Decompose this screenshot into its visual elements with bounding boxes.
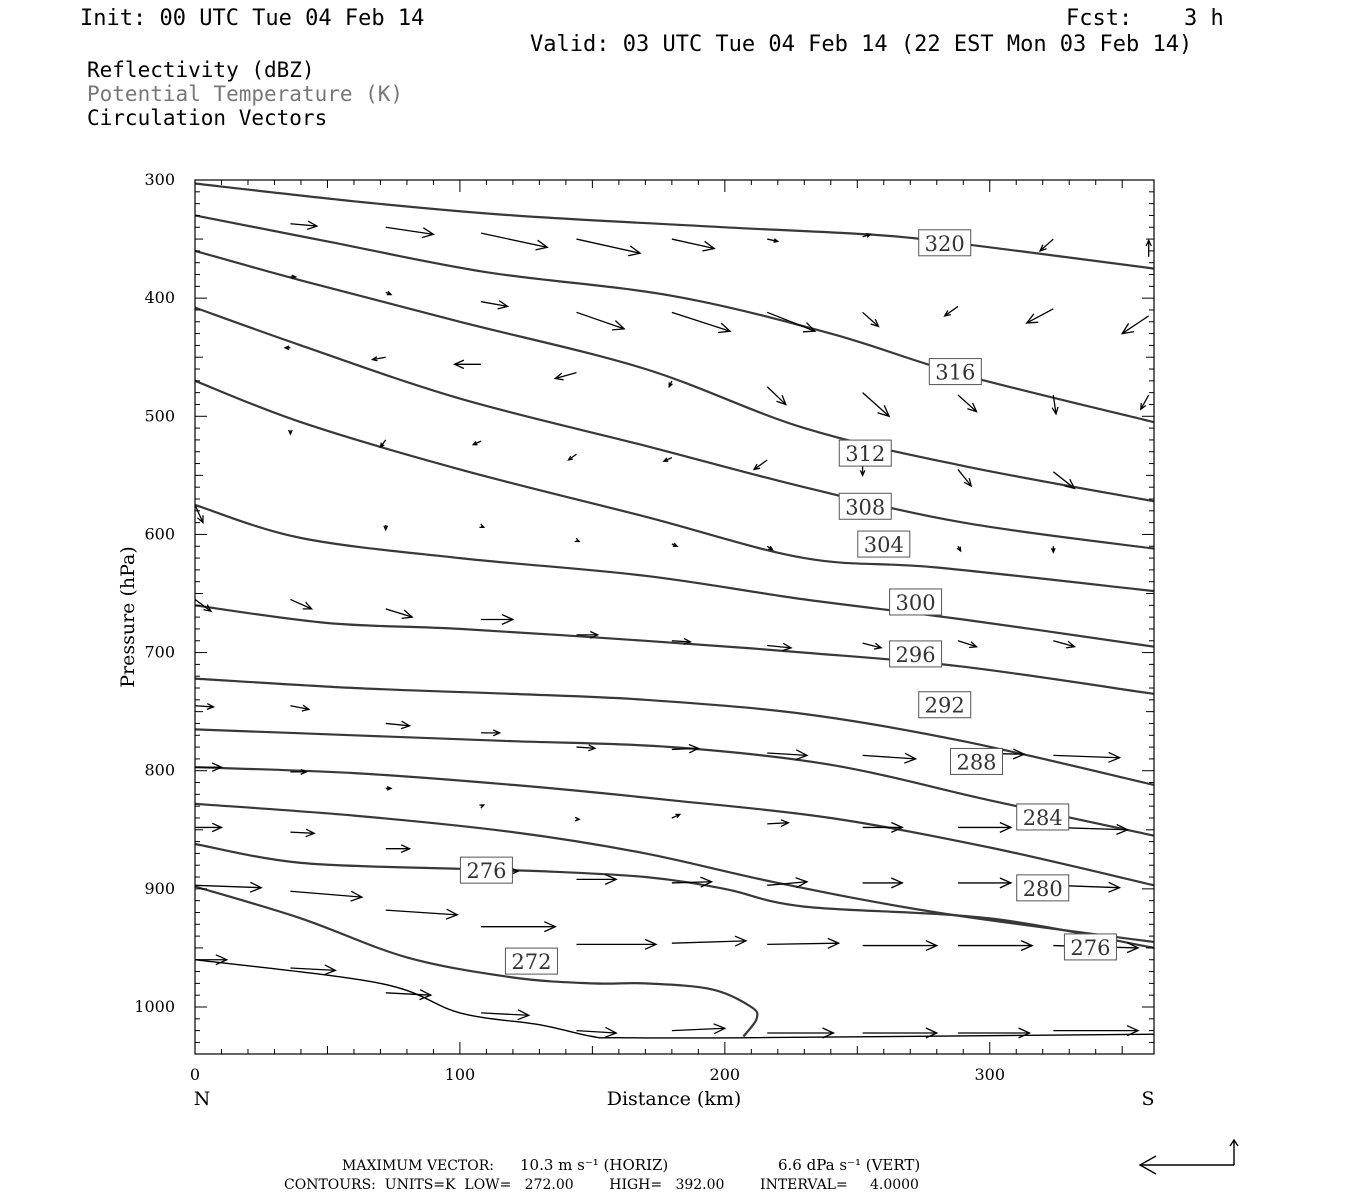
circulation-vector (479, 805, 483, 808)
circulation-vector (576, 239, 640, 256)
circulation-vector (958, 878, 1011, 888)
contour-label-308 (839, 493, 891, 519)
circulation-vector (555, 373, 576, 380)
circulation-vector (664, 458, 672, 462)
x-tick-label: 100 (444, 1065, 476, 1084)
circulation-vector (481, 233, 547, 250)
contour-label-text: 308 (845, 495, 886, 520)
circulation-vector (863, 312, 879, 326)
theta-contour-292 (195, 679, 1154, 785)
contour-label-304 (858, 531, 910, 557)
contour-label-text: 312 (845, 442, 886, 467)
contour-label-text: 280 (1022, 876, 1063, 901)
circulation-vector (863, 941, 937, 951)
circulation-vector (290, 829, 314, 837)
circulation-vector (576, 939, 656, 949)
theta-contour-288 (195, 729, 1154, 835)
circulation-vector (958, 469, 971, 486)
low-level-contour (195, 960, 1154, 1038)
contour-label-text: 276 (466, 859, 507, 884)
theta-contour-308 (195, 308, 1154, 549)
circulation-vector (1040, 239, 1053, 251)
circulation-vector (1053, 752, 1119, 762)
circulation-vector (958, 823, 1011, 833)
y-tick-label: 800 (144, 760, 175, 780)
field-reflectivity: Reflectivity (dBZ) (87, 58, 315, 82)
y-tick-label: 600 (144, 524, 175, 544)
circulation-vector (863, 643, 882, 649)
contour-label-text: 292 (924, 693, 965, 718)
circulation-vector (767, 239, 778, 243)
circulation-vector (481, 615, 513, 625)
circulation-vector (754, 460, 767, 469)
circulation-vector (289, 430, 293, 434)
circulation-vector (285, 346, 290, 350)
circulation-vector (1027, 309, 1054, 323)
contour-label-312 (839, 440, 891, 466)
contour-label-text: 276 (1070, 935, 1111, 960)
contour-label-272 (505, 948, 557, 974)
circulation-vector (767, 938, 839, 948)
circulation-vector (372, 357, 385, 361)
circulation-vector (195, 763, 222, 771)
circulation-vector (386, 909, 458, 919)
circulation-vector (576, 312, 624, 330)
contour-labels (460, 230, 1116, 974)
circulation-vector (386, 845, 410, 853)
circulation-vector (569, 454, 577, 460)
circulation-vector (576, 875, 616, 885)
circulation-vector (384, 525, 388, 530)
max-vector-horiz: 10.3 m s⁻¹ (HORIZ) (520, 1156, 669, 1174)
contour-label-280 (1017, 875, 1069, 901)
circulation-vector (1146, 240, 1151, 257)
circulation-vector (672, 543, 677, 546)
contour-label-text: 284 (1022, 805, 1063, 830)
circulation-vector (386, 787, 391, 791)
circulation-vector (386, 721, 410, 729)
circulation-vector (945, 306, 958, 315)
circulation-vector (473, 441, 481, 445)
contour-label-text: 288 (956, 750, 997, 775)
theta-contour-316 (195, 215, 1154, 422)
x-end-label-north: N (193, 1088, 211, 1110)
x-tick-label: 0 (189, 1065, 201, 1084)
circulation-vector (386, 609, 412, 619)
circulation-vector (455, 360, 482, 368)
circulation-vector (290, 705, 309, 711)
circulation-vector (672, 312, 730, 332)
circulation-vector (195, 823, 222, 831)
circulation-vector (576, 1027, 616, 1037)
circulation-vector (672, 814, 680, 818)
circulation-vector (290, 599, 311, 608)
y-tick-label: 300 (144, 170, 175, 189)
circulation-vector (1053, 641, 1074, 648)
circulation-vector (1141, 395, 1149, 409)
circulation-vectors (195, 221, 1151, 1038)
theta-contour-304 (195, 381, 1154, 591)
max-vector-label: MAXIMUM VECTOR: (342, 1158, 494, 1174)
circulation-vector (380, 440, 385, 447)
contour-label-300 (890, 589, 942, 615)
circulation-vector (957, 546, 961, 551)
circulation-vector (481, 922, 555, 932)
circulation-vector (958, 395, 977, 412)
circulation-vector (386, 227, 434, 237)
theta-contour-312 (195, 251, 1154, 501)
contour-label-text: 272 (511, 950, 552, 975)
circulation-vector (672, 745, 698, 753)
circulation-vector (1122, 316, 1149, 334)
contour-label-292 (919, 692, 971, 718)
y-tick-label: 900 (144, 878, 175, 898)
contour-label-text: 300 (895, 590, 936, 615)
contour-label-text: 296 (895, 642, 936, 667)
circulation-vector (863, 753, 916, 763)
theta-contour-296 (195, 605, 1154, 694)
axes (134, 170, 1154, 1084)
contour-label-text: 304 (863, 533, 904, 558)
x-tick-label: 300 (974, 1065, 1006, 1084)
contours-info: CONTOURS: UNITS=K LOW= 272.00 HIGH= 392.00 INTERVAL= 4.0000 (284, 1177, 919, 1193)
x-end-label-south: S (1141, 1088, 1155, 1110)
field-circulation-vectors: Circulation Vectors (87, 106, 328, 130)
contour-label-288 (951, 748, 1003, 774)
circulation-vector (195, 704, 214, 710)
reference-vector-icon (1140, 1140, 1238, 1174)
theta-contour-272 (195, 887, 757, 1037)
x-tick-label: 200 (709, 1065, 741, 1084)
circulation-vector (767, 820, 788, 827)
y-tick-label: 400 (144, 288, 175, 308)
circulation-vector (481, 730, 500, 736)
contour-label-276 (460, 857, 512, 883)
circulation-vector (669, 381, 672, 387)
x-axis-label: Distance (km) (606, 1088, 742, 1110)
circulation-vector (863, 878, 903, 888)
circulation-vector (958, 641, 977, 648)
contour-label-text: 316 (935, 360, 976, 385)
y-tick-label: 500 (144, 406, 175, 426)
circulation-vector (576, 745, 595, 751)
circulation-vector (958, 941, 1032, 951)
contour-label-316 (929, 359, 981, 385)
contour-label-320 (919, 230, 971, 256)
circulation-vector (290, 891, 362, 901)
contour-label-296 (890, 641, 942, 667)
circulation-vector (386, 291, 391, 294)
y-tick-label: 700 (144, 642, 175, 662)
max-vector-vert: 6.6 dPa s⁻¹ (VERT) (778, 1156, 921, 1174)
contour-label-276 (1064, 934, 1116, 960)
circulation-vector (575, 817, 579, 821)
circulation-vector (672, 936, 746, 946)
circulation-vector (767, 312, 815, 331)
valid-time: Valid: 03 UTC Tue 04 Feb 14 (22 EST Mon 03 Feb 14) (530, 32, 1193, 57)
circulation-vector (575, 538, 579, 541)
circulation-vector (767, 387, 786, 405)
circulation-vector (672, 239, 714, 251)
contour-label-284 (1017, 804, 1069, 830)
theta-contour-320 (195, 184, 1154, 269)
circulation-vector (481, 301, 507, 309)
y-tick-label: 1000 (134, 997, 175, 1016)
field-potential-temperature: Potential Temperature (K) (87, 82, 404, 106)
forecast-label: Fcst: (1066, 6, 1133, 31)
theta-contour-284 (195, 767, 1154, 885)
contour-label-text: 320 (924, 231, 965, 256)
theta-contours (195, 184, 1154, 1039)
forecast-hour: 3 h (1184, 6, 1224, 31)
circulation-vector (290, 221, 317, 229)
circulation-vector (479, 524, 483, 527)
circulation-vector (672, 1024, 725, 1034)
circulation-vector (195, 882, 261, 892)
y-axis-label: Pressure (hPa) (117, 546, 139, 688)
circulation-vector (1052, 546, 1056, 552)
init-time: Init: 00 UTC Tue 04 Feb 14 (80, 6, 425, 31)
circulation-vector (863, 393, 890, 417)
